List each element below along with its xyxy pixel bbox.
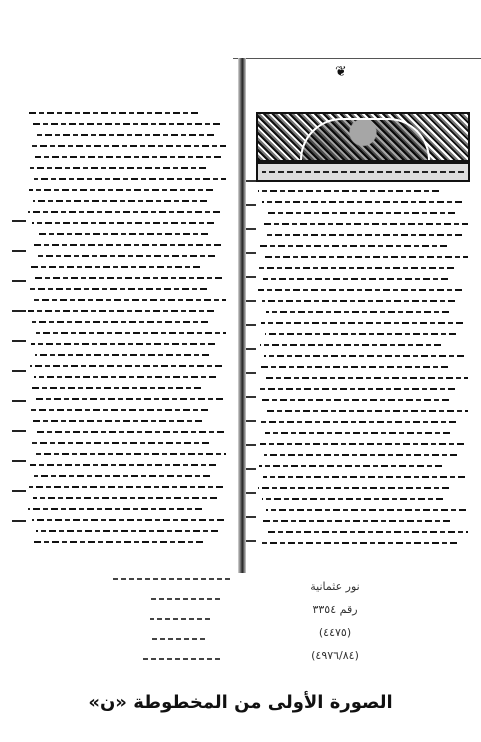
- manuscript-line: [34, 475, 210, 477]
- manuscript-line: [34, 277, 222, 279]
- manuscript-line: [30, 365, 222, 367]
- manuscript-line: [265, 333, 456, 335]
- manuscript-line: [263, 476, 465, 478]
- manuscript-line: [36, 431, 224, 433]
- manuscript-line: [31, 343, 215, 345]
- manuscript-line: [33, 299, 226, 301]
- left-margin-notes: [12, 220, 26, 540]
- manuscript-line: [262, 399, 449, 401]
- manuscript-line: [28, 508, 202, 510]
- manuscript-line: [259, 366, 448, 368]
- right-margin-notes: [246, 180, 256, 560]
- manuscript-line: [34, 376, 216, 378]
- manuscript-line: [261, 223, 468, 225]
- manuscript-line: [32, 420, 202, 422]
- manuscript-line: [35, 156, 221, 158]
- manuscript-line: [33, 497, 217, 499]
- manuscript-line: [261, 520, 450, 522]
- manuscript-line: [36, 233, 208, 235]
- manuscript-line: [261, 322, 463, 324]
- manuscript-line: [31, 145, 226, 147]
- manuscript-line: [258, 388, 455, 390]
- manuscript-line: [258, 289, 462, 291]
- manuscript-line: [31, 442, 209, 444]
- manuscript-line: [29, 387, 201, 389]
- manuscript-line: [28, 211, 220, 213]
- manuscript-line: [266, 509, 466, 511]
- figure-caption: الصورة الأولى من المخطوطة «ن»: [88, 692, 393, 713]
- manuscript-line: [33, 398, 223, 400]
- manuscript-line: [32, 123, 220, 125]
- manuscript-line: [259, 267, 454, 269]
- manuscript-line: [30, 167, 206, 169]
- headpiece-arch: [300, 118, 430, 160]
- manuscript-line: [258, 487, 449, 489]
- manuscript-line: [264, 256, 468, 258]
- right-folio-text: [258, 190, 468, 570]
- manuscript-line: [33, 200, 207, 202]
- manuscript-line: [266, 311, 449, 313]
- headpiece-finial-icon: ❦: [335, 64, 347, 80]
- library-name: نور عثمانية: [310, 580, 360, 593]
- manuscript-line: [28, 310, 214, 312]
- manuscript-line: [263, 278, 448, 280]
- manuscript-line: [35, 453, 226, 455]
- manuscript-line: [30, 464, 216, 466]
- manuscript-line: [31, 541, 203, 543]
- library-shelfmark: [270, 580, 400, 680]
- manuscript-line: [264, 454, 457, 456]
- manuscript-line: [265, 531, 468, 533]
- manuscript-line: [259, 465, 442, 467]
- manuscript-line: [30, 266, 200, 268]
- manuscript-line: [260, 245, 447, 247]
- manuscript-line: [36, 332, 226, 334]
- manuscript-line: [34, 178, 226, 180]
- old-number: (٤٤٧٥): [318, 626, 352, 639]
- catalog-number: (٤٩٧٦/٨٤): [311, 649, 359, 662]
- manuscript-line: [31, 244, 221, 246]
- manuscript-line: [265, 432, 450, 434]
- manuscript-line: [35, 255, 215, 257]
- manuscript-line: [35, 354, 209, 356]
- manuscript-line: [32, 321, 208, 323]
- scan-edge: [233, 58, 481, 59]
- manuscript-line: [266, 212, 455, 214]
- manuscript-line: [32, 519, 224, 521]
- manuscript-line: [261, 421, 456, 423]
- shelf-number: رقم ٣٣٥٤: [312, 603, 358, 616]
- manuscript-line: [263, 377, 468, 379]
- manuscript-line: [36, 134, 214, 136]
- manuscript-line: [260, 542, 457, 544]
- manuscript-line: [262, 300, 455, 302]
- manuscript-line: [32, 222, 214, 224]
- manuscript-line: [265, 234, 462, 236]
- manuscript-line: [28, 112, 198, 114]
- manuscript-line: [260, 344, 441, 346]
- manuscript-line: [258, 190, 439, 192]
- title-band: [256, 162, 470, 182]
- book-gutter: [238, 58, 246, 573]
- manuscript-line: [266, 410, 468, 412]
- ownership-notes: [80, 578, 240, 688]
- manuscript-line: [29, 288, 207, 290]
- manuscript-line: [28, 409, 208, 411]
- manuscript-line: [262, 201, 462, 203]
- manuscript-line: [29, 189, 213, 191]
- manuscript-line: [36, 530, 218, 532]
- manuscript-line: [262, 498, 443, 500]
- left-folio-text: [28, 112, 226, 572]
- manuscript-line: [29, 486, 223, 488]
- manuscript-line: [264, 355, 464, 357]
- manuscript-line: [260, 443, 464, 445]
